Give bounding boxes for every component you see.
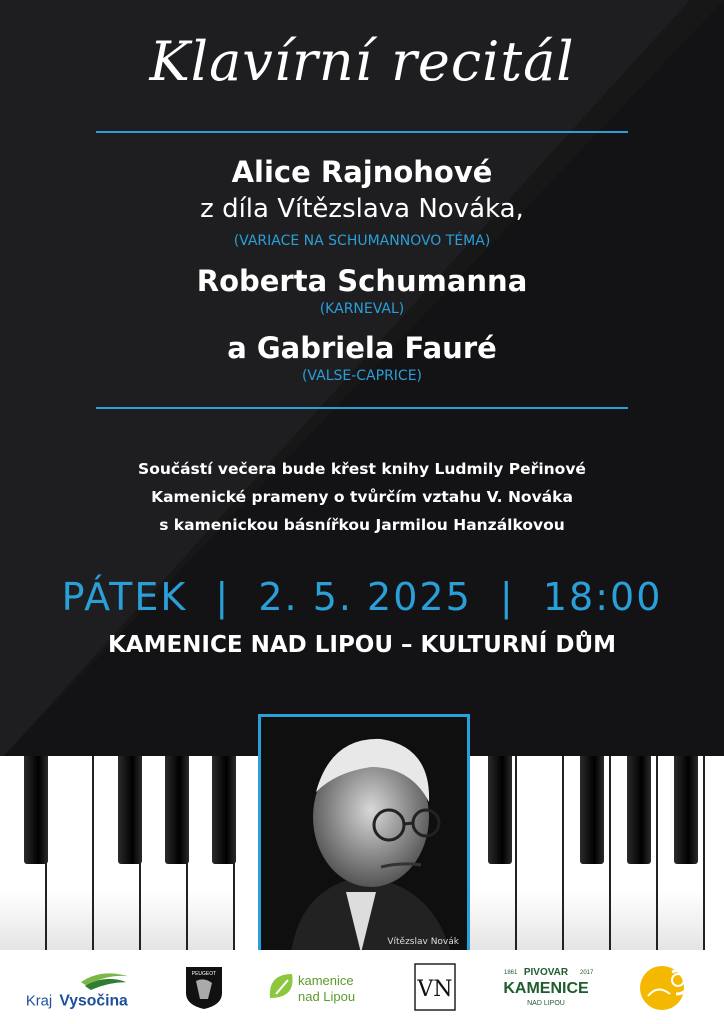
black-key — [24, 756, 48, 864]
svg-text:2017: 2017 — [580, 970, 594, 976]
black-key — [627, 756, 651, 864]
description-line-2: Kamenické prameny o tvůrčím vztahu V. Nováka — [151, 488, 573, 506]
page-title: Klavírní recitál — [149, 30, 575, 93]
work-3-composer: a Gabriela Fauré — [227, 331, 497, 365]
white-key — [517, 756, 564, 950]
svg-text:Vysočina: Vysočina — [59, 992, 128, 1010]
kraj-vysocina-logo — [22, 960, 140, 1014]
peugeot-logo — [178, 960, 230, 1014]
pivovar-kamenice-icon — [496, 960, 596, 1014]
performer-name: Alice Rajnohové — [231, 155, 493, 189]
vn-monogram-icon — [414, 963, 456, 1011]
black-key — [118, 756, 142, 864]
black-key — [580, 756, 604, 864]
snail-icon — [638, 960, 694, 1014]
svg-text:nad Lipou: nad Lipou — [298, 989, 356, 1004]
venue: KAMENICE NAD LIPOU – KULTURNÍ DŮM — [107, 632, 617, 658]
work-3-note: (VALSE-CAPRICE) — [301, 368, 423, 384]
black-key — [488, 756, 512, 864]
work-1-note: (VARIACE NA SCHUMANNOVO TÉMA) — [233, 233, 491, 249]
svg-text:Kraj: Kraj — [25, 993, 53, 1010]
description — [0, 455, 724, 539]
work-2-note: (KARNEVAL) — [319, 301, 405, 317]
description-line-3: s kamenickou básnířkou Jarmilou Hanzálkovou — [159, 516, 565, 534]
pivovar-kamenice-logo — [496, 960, 596, 1014]
kamenice-nad-lipou-logo — [266, 960, 376, 1014]
date-time: PÁTEK | 2. 5. 2025 | 18:00 — [61, 575, 663, 619]
composer-portrait — [258, 714, 470, 956]
portrait-illustration — [261, 717, 467, 953]
black-key — [212, 756, 236, 864]
kraj-vysocina-icon — [22, 960, 140, 1014]
svg-text:NAD LIPOU: NAD LIPOU — [527, 1000, 565, 1007]
top-divider — [96, 131, 628, 133]
peugeot-lion-icon — [182, 963, 226, 1011]
sponsor-footer — [0, 950, 724, 1024]
bottom-divider — [96, 407, 628, 409]
kamenice-leaf-icon — [266, 960, 376, 1014]
svg-text:1861: 1861 — [504, 970, 518, 976]
svg-text:kamenice: kamenice — [298, 973, 354, 988]
black-key — [674, 756, 698, 864]
portrait-caption: Vítězslav Novák — [387, 937, 459, 947]
work-2-composer: Roberta Schumanna — [196, 264, 528, 298]
white-key — [47, 756, 94, 950]
svg-text:KAMENICE: KAMENICE — [503, 980, 589, 997]
svg-text:VN: VN — [417, 977, 453, 1002]
svg-text:PEUGEOT: PEUGEOT — [191, 971, 217, 977]
snail-logo — [636, 960, 696, 1014]
description-line-1: Součástí večera bude křest knihy Ludmily Peřinové — [138, 460, 586, 478]
work-1-composer: z díla Vítězslava Nováka, — [200, 194, 524, 224]
vn-monogram-logo — [412, 960, 458, 1014]
black-key — [165, 756, 189, 864]
svg-text:PIVOVAR: PIVOVAR — [523, 967, 569, 978]
